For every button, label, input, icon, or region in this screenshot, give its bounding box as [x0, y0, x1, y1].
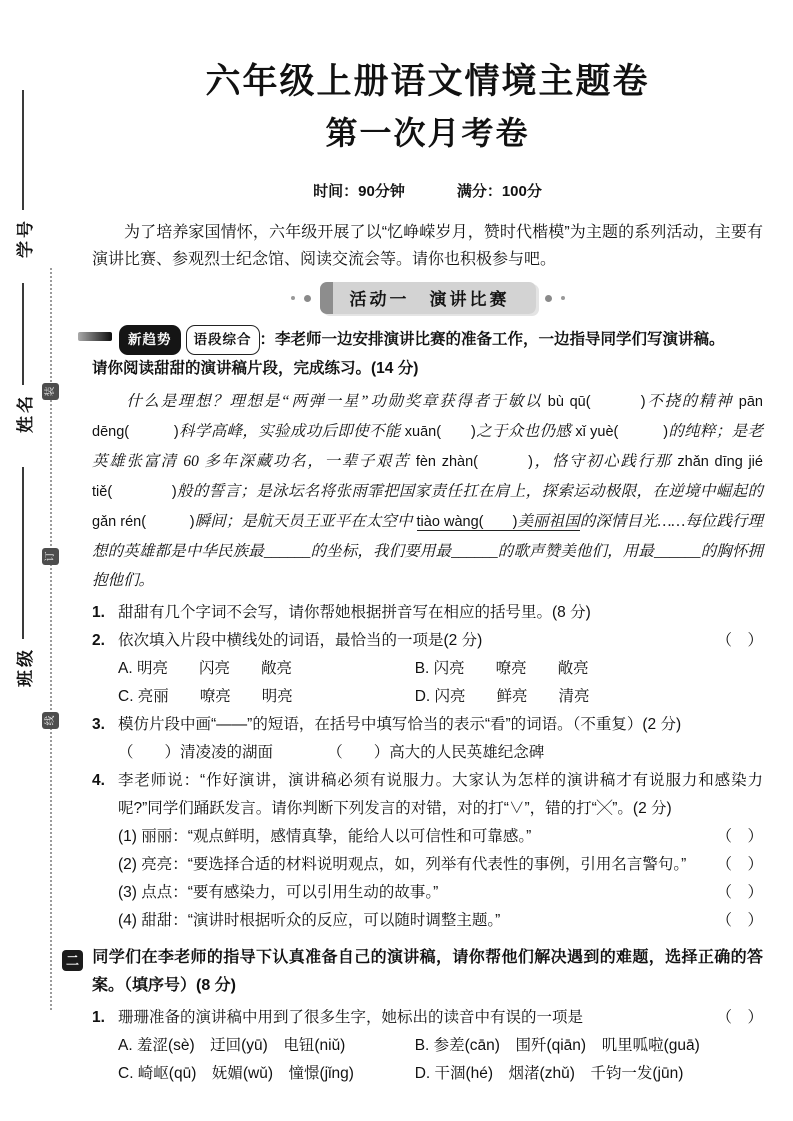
passage-text: 美丽祖国 [517, 513, 580, 530]
activity-banner-row [92, 282, 763, 314]
passage-text: 什么是理想？理想是“两弹一星”功勋奖章获得者于敏以 [92, 393, 548, 410]
question-number: 3. [92, 716, 105, 733]
intro-paragraph: 为了培养家国情怀，六年级开展了以“忆峥嵘岁月，赞时代楷模”为主题的系列活动，主要有演讲比赛、参观烈士纪念馆、阅读交流会等。请你也积极参与吧。 [92, 224, 763, 268]
student-id-blank-line[interactable] [22, 90, 24, 210]
name-field [10, 283, 36, 433]
question-text: 李老师说：“作好演讲，演讲稿必须有说服力。大家认为怎样的演讲稿才有说服力和感染力呢?”同学们踊跃发言。请你判断下列发言的对错，对的打“∨”，错的打“╳”。(2 分) [118, 772, 763, 817]
pinyin-blank: fèn zhàn( ) [415, 454, 533, 470]
decorative-dot-icon [561, 296, 565, 300]
option: C. 亮丽 嘹亮 明亮 [118, 688, 293, 705]
question-body [118, 627, 763, 711]
question-text: 依次填入片段中横线处的词语，最恰当的一项是(2 分) [118, 632, 483, 649]
option-row [118, 1032, 763, 1060]
option: D. 干涸(hé) 烟渚(zhǔ) 千钧一发(jūn) [414, 1065, 684, 1082]
passage-text: 科学高峰，实验成功后即使不能 [178, 423, 405, 440]
answer-paren: （ ） [716, 884, 763, 901]
passage-text: 的纯粹；是老英雄张富清 60 多年深藏功名，一辈子艰苦 [92, 423, 763, 470]
student-id-label: 学号 [15, 218, 35, 258]
decorative-dot-icon [304, 295, 311, 302]
question-number: 4. [92, 772, 105, 789]
section1-lead-line2: 请你阅读甜甜的演讲稿片段，完成练习。(14 分) [92, 360, 419, 377]
question [92, 627, 763, 711]
passage-type-badge: 语段综合 [186, 325, 260, 355]
option: D. 闪亮 鲜亮 清亮 [414, 688, 590, 705]
activity-banner: 活动一 演讲比赛 [320, 282, 536, 314]
exam-meta [92, 180, 763, 201]
binding-seal: 线 [42, 712, 59, 729]
question-head [118, 599, 763, 627]
decorative-dot-icon [545, 295, 552, 302]
answer-paren: （ ） [716, 912, 763, 929]
question-body [118, 767, 763, 935]
question-head [118, 767, 763, 823]
answer-paren: （ ） [716, 856, 763, 873]
pinyin-blank: gǎn rén( ) [92, 514, 195, 530]
passage-text: 之于众也仍感 [475, 423, 576, 440]
class-label: 班级 [15, 647, 35, 687]
option: C. 崎岖(qū) 妩媚(wǔ) 憧憬(jǐng) [118, 1065, 354, 1082]
section2-lead: 同学们在李老师的指导下认真准备自己的演讲稿，请你帮他们解决遇到的难题，选择正确的答案。（填序号）(8 分) [92, 949, 763, 994]
section1-number-icon [78, 332, 112, 341]
paper-subtitle: 第一次月考卷 [325, 115, 530, 151]
full-score: 满分：100分 [456, 183, 542, 200]
passage-text: 瞬间；是航天员王亚平在太空中 [194, 513, 417, 530]
passage [92, 387, 763, 595]
pinyin-blank: xuān( ) [404, 424, 476, 440]
option: A. 羞涩(sè) 迂回(yū) 电钮(niǔ) [118, 1037, 346, 1054]
section2-number-icon: 二 [62, 950, 83, 971]
passage-text: 般的誓言；是泳坛名将张雨霏把国家责任扛在肩上，探索运动极限，在逆境中崛起的 [176, 483, 763, 500]
pinyin-blank: pān dēng( ) [92, 394, 763, 440]
question-body [118, 711, 763, 767]
sub-item [118, 823, 763, 851]
question-number: 2. [92, 632, 105, 649]
binding-seal: 装 [42, 383, 59, 400]
class-field [10, 467, 36, 687]
student-id-field [10, 90, 36, 258]
option: B. 闪亮 嘹亮 敞亮 [414, 660, 589, 677]
binding-dotted-line [50, 268, 52, 1010]
question-text: 甜甜有几个字词不会写，请你帮她根据拼音写在相应的括号里。(8 分) [118, 604, 591, 621]
question-text: 模仿片段中画“——”的短语，在括号中填写恰当的表示“看”的词语。（不重复）(2 分) [118, 716, 682, 733]
section1-header [92, 325, 763, 382]
sub-item [118, 851, 763, 879]
question [92, 1004, 763, 1088]
section2-questions [92, 1004, 763, 1088]
question-head [118, 627, 763, 655]
passage-text: 的深情目光……每位践行理想的英雄都是中华民族最______的坐标，我们要用最______的歌声赞美他们，用最______的胸怀拥抱他们。 [92, 513, 763, 589]
question-head [118, 1004, 763, 1032]
pinyin-blank: xǐ yuè( ) [575, 424, 669, 440]
option-row [118, 1060, 763, 1088]
answer-paren: （ ） [716, 632, 763, 649]
class-blank-line[interactable] [22, 467, 24, 639]
question-number: 1. [92, 1009, 105, 1026]
pinyin-blank: zhǎn dīng jié tiě( ) [92, 454, 763, 500]
question-number: 1. [92, 604, 105, 621]
sub-item [118, 907, 763, 935]
question-head [118, 711, 763, 739]
sub-item [118, 879, 763, 907]
name-blank-line[interactable] [22, 283, 24, 385]
question-text: 珊珊准备的演讲稿中用到了很多生字，她标出的读音中有误的一项是 [118, 1009, 584, 1026]
pinyin-blank: bù qū( ) [547, 394, 646, 410]
question-fill-line: （ ）清凌凌的湖面 （ ）高大的人民英雄纪念碑 [118, 744, 545, 761]
section1-questions [92, 599, 763, 935]
option: A. 明亮 闪亮 敞亮 [118, 660, 292, 677]
section2-header [65, 944, 763, 1000]
new-trend-badge: 新趋势 [119, 325, 181, 355]
answer-paren: （ ） [716, 1009, 763, 1026]
paper-title: 六年级上册语文情境主题卷 [205, 62, 650, 101]
question-body [118, 1004, 763, 1088]
question-body [118, 599, 763, 627]
sub-item-text: (1) 丽丽：“观点鲜明，感情真挚，能给人以可信性和可靠感。” [118, 828, 532, 845]
sub-item-text: (3) 点点：“要有感染力，可以引用生动的故事。” [118, 884, 439, 901]
question [92, 599, 763, 627]
decorative-dot-icon [291, 296, 295, 300]
option: B. 参差(cān) 围歼(qiān) 叽里呱啦(guā) [414, 1037, 700, 1054]
passage-text: 不挠的精神 [645, 393, 739, 410]
name-label: 姓名 [15, 393, 35, 433]
pinyin-blank: tiào wàng( ) [416, 514, 518, 530]
question [92, 767, 763, 935]
time-limit: 时间：90分钟 [313, 183, 405, 200]
question [92, 711, 763, 767]
passage-text: ，恪守初心践行那 [532, 453, 678, 470]
section1-lead: ：李老师一边安排演讲比赛的准备工作，一边指导同学们写演讲稿。 [259, 331, 725, 348]
option-row [118, 683, 763, 711]
binding-seal: 订 [42, 548, 59, 565]
sub-item-text: (2) 亮亮：“要选择合适的材料说明观点，如，列举有代表性的事例，引用名言警句。” [118, 856, 687, 873]
option-row [118, 655, 763, 683]
sub-item-text: (4) 甜甜：“演讲时根据听众的反应，可以随时调整主题。” [118, 912, 501, 929]
answer-paren: （ ） [716, 828, 763, 845]
